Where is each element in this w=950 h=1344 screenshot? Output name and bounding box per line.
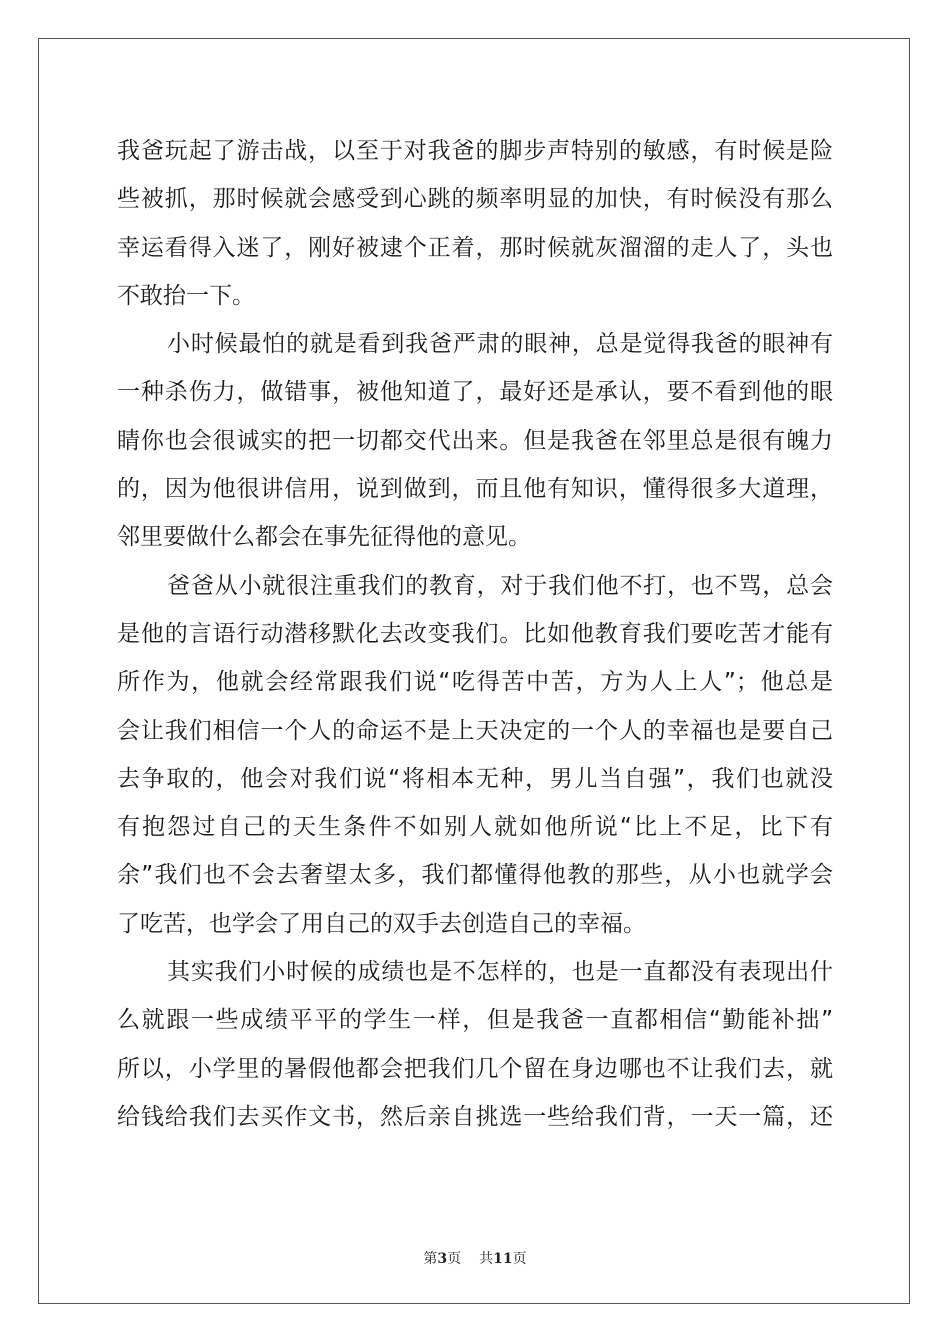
- text-line: 余”我们也不会去奢望太多，我们都懂得他教的那些，从小也就学会: [117, 862, 833, 889]
- text-line: 邻里要做什么都会在事先征得他的意见。: [117, 524, 531, 551]
- text-line: 不敢抬一下。: [117, 282, 255, 309]
- text-line: 爸爸从小就很注重我们的教育，对于我们他不打，也不骂，总会: [167, 572, 833, 599]
- footer-total-prefix: 共: [479, 1251, 494, 1267]
- text-line: 小时候最怕的就是看到我爸严肃的眼神，总是觉得我爸的眼神有: [167, 331, 833, 358]
- text-line: 我爸玩起了游击战，以至于对我爸的脚步声特别的敏感，有时候是险: [117, 138, 833, 164]
- footer-page-prefix: 第: [423, 1251, 438, 1267]
- footer-total-pages: 11: [493, 1251, 513, 1267]
- text-line: 些被抓，那时候就会感受到心跳的频率明显的加快，有时候没有那么: [117, 186, 833, 213]
- text-line: 所以，小学里的暑假他都会把我们几个留在身边哪也不让我们去，就: [117, 1055, 833, 1082]
- text-line: 一种杀伤力，做错事，被他知道了，最好还是承认，要不看到他的眼: [117, 379, 833, 406]
- text-line: 的，因为他很讲信用，说到做到，而且他有知识，懂得很多大道理，: [117, 476, 833, 503]
- footer-total-suffix: 页: [512, 1251, 527, 1267]
- text-line: 其实我们小时候的成绩也是不怎样的，也是一直都没有表现出什: [167, 959, 833, 986]
- text-line: 会让我们相信一个人的命运不是上天决定的一个人的幸福也是要自己: [117, 717, 833, 744]
- footer-page-number: 3: [437, 1251, 448, 1267]
- document-body: [117, 127, 833, 1141]
- text-line: 所作为，他就会经常跟我们说“吃得苦中苦，方为人上人”；他总是: [117, 669, 833, 696]
- footer-page-suffix: 页: [447, 1251, 462, 1267]
- text-line: 幸运看得入迷了，刚好被逮个正着，那时候就灰溜溜的走人了，头也: [117, 234, 833, 261]
- text-line: 睛你也会很诚实的把一切都交代出来。但是我爸在邻里总是很有魄力: [117, 427, 833, 454]
- text-line: 有抱怨过自己的天生条件不如别人就如他所说“比上不足，比下有: [117, 814, 833, 841]
- text-line: 去争取的，他会对我们说“将相本无种，男儿当自强”，我们也就没: [117, 765, 833, 792]
- text-line: 了吃苦，也学会了用自己的双手去创造自己的幸福。: [117, 910, 646, 937]
- text-line: 给钱给我们去买作文书，然后亲自挑选一些给我们背，一天一篇，还: [117, 1103, 833, 1130]
- page-footer: [0, 1248, 950, 1268]
- text-line: 么就跟一些成绩平平的学生一样，但是我爸一直都相信“勤能补拙”: [117, 1007, 833, 1034]
- text-line: 是他的言语行动潜移默化去改变我们。比如他教育我们要吃苦才能有: [117, 620, 833, 647]
